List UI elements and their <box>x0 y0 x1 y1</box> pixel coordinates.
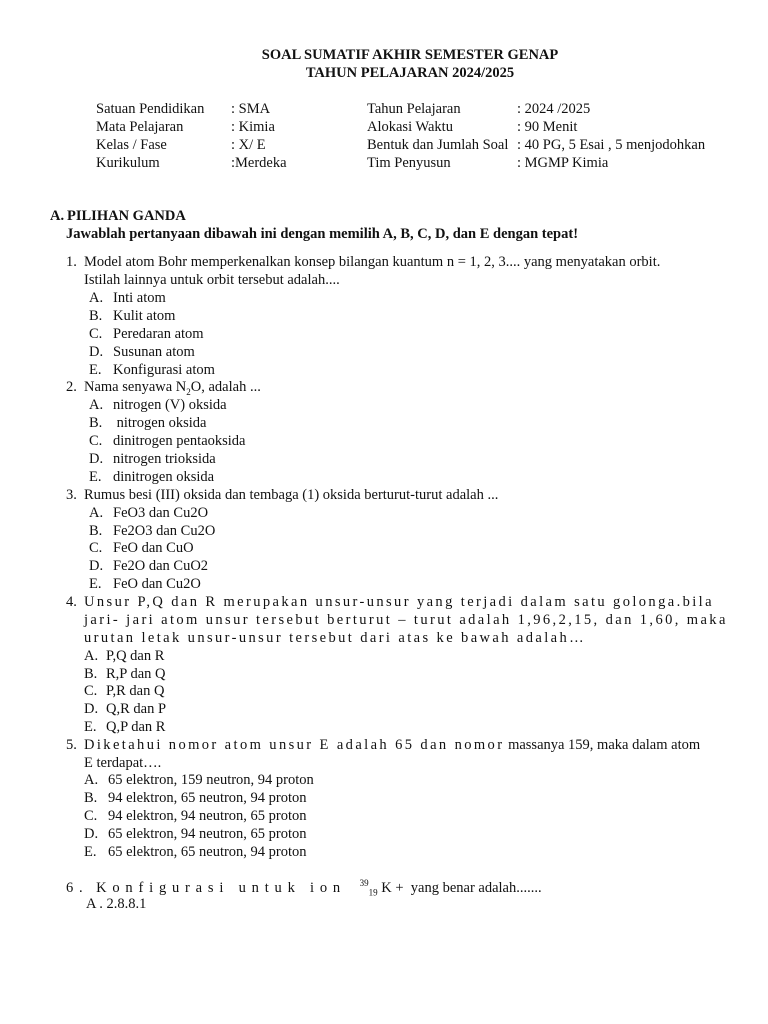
meta-label: Bentuk dan Jumlah Soal <box>367 137 509 153</box>
meta-label: Tim Penyusun <box>367 155 451 171</box>
question-2 <box>66 379 261 397</box>
option-text: Konfigurasi atom <box>113 362 215 378</box>
question-number: 6. <box>66 879 89 896</box>
option-d[interactable] <box>89 344 195 361</box>
option-text: Susunan atom <box>113 344 195 360</box>
option-text: Q,P dan R <box>106 719 166 735</box>
question-text: Konfigurasi untuk ion <box>96 879 346 896</box>
option-b[interactable] <box>89 523 215 540</box>
option-text: 65 elektron, 159 neutron, 94 proton <box>108 772 314 788</box>
document-subtitle: TAHUN PELAJARAN 2024/2025 <box>305 65 515 81</box>
meta-label: Tahun Pelajaran <box>367 101 461 117</box>
question-text-continued: E terdapat…. <box>84 755 162 771</box>
option-b[interactable] <box>84 790 307 807</box>
question-text-continued: urutan letak unsur-unsur tersebut dari atas ke bawah adalah… <box>84 630 587 646</box>
option-c[interactable] <box>89 433 245 450</box>
option-text: FeO3 dan Cu2O <box>113 505 209 521</box>
question-text: Nama senyawa N <box>84 379 187 395</box>
option-letter: D. <box>84 826 99 842</box>
option-text: 94 elektron, 94 neutron, 65 proton <box>108 808 307 824</box>
option-text: FeO dan CuO <box>113 540 194 556</box>
option-text: FeO dan Cu2O <box>113 576 201 592</box>
option-e[interactable] <box>84 719 165 736</box>
option-text: 94 elektron, 65 neutron, 94 proton <box>108 790 307 806</box>
option-letter: E. <box>89 362 102 378</box>
meta-label: Kelas / Fase <box>96 137 167 153</box>
option-letter: A. <box>89 397 104 413</box>
option-e[interactable] <box>89 362 215 379</box>
meta-value: : 40 PG, 5 Esai , 5 menjodohkan <box>517 137 706 153</box>
option-text: dinitrogen oksida <box>113 469 215 485</box>
option-a[interactable] <box>84 648 164 665</box>
option-e[interactable] <box>89 576 201 593</box>
option-d[interactable] <box>84 701 166 718</box>
meta-label: Mata Pelajaran <box>96 119 184 135</box>
option-a[interactable] <box>89 290 166 307</box>
option-text: Kulit atom <box>113 308 176 324</box>
option-text: R,P dan Q <box>106 666 166 682</box>
option-letter: A . <box>86 896 103 912</box>
meta-value: : X/ E <box>231 137 266 153</box>
section-label: A. <box>50 208 65 224</box>
option-letter: D. <box>84 701 99 717</box>
document-title: SOAL SUMATIF AKHIR SEMESTER GENAP <box>261 47 559 63</box>
option-d[interactable] <box>89 451 216 468</box>
option-letter: D. <box>89 558 104 574</box>
option-e[interactable] <box>89 469 214 486</box>
option-text: 65 elektron, 94 neutron, 65 proton <box>108 826 307 842</box>
meta-label: Alokasi Waktu <box>367 119 453 135</box>
meta-value: : 90 Menit <box>517 119 578 135</box>
option-c[interactable] <box>84 808 307 825</box>
option-a[interactable] <box>84 772 314 789</box>
option-letter: E. <box>84 719 97 735</box>
meta-value: : Kimia <box>231 119 275 135</box>
option-letter: B. <box>89 415 103 431</box>
question-number: 1. <box>66 254 77 270</box>
option-letter: B. <box>84 666 98 682</box>
option-text: Inti atom <box>113 290 166 306</box>
option-letter: A. <box>84 772 99 788</box>
option-c[interactable] <box>89 326 204 343</box>
superscript: 39 <box>359 878 369 888</box>
option-text: Fe2O3 dan Cu2O <box>113 523 216 539</box>
option-letter: A. <box>89 505 104 521</box>
question-5 <box>66 737 700 754</box>
option-letter: C. <box>89 326 103 342</box>
meta-value: : 2024 /2025 <box>517 101 591 117</box>
option-text: P,R dan Q <box>106 683 165 699</box>
option-letter: C. <box>89 433 103 449</box>
question-text-end: K + yang benar adalah....... <box>377 879 542 896</box>
subscript: 2 <box>186 386 191 397</box>
question-number: 5. <box>66 737 77 753</box>
option-text: nitrogen trioksida <box>113 451 216 467</box>
option-text: 65 elektron, 65 neutron, 94 proton <box>108 844 307 860</box>
meta-value: : SMA <box>231 101 271 117</box>
option-letter: D. <box>89 451 104 467</box>
option-letter: C. <box>84 808 98 824</box>
question-text: Diketahui nomor atom unsur E adalah 65 dan nomor <box>84 737 505 753</box>
option-letter: B. <box>84 790 98 806</box>
section-instruction: Jawablah pertanyaan dibawah ini dengan memilih A, B, C, D, dan E dengan tepat! <box>66 226 579 242</box>
option-letter: B. <box>89 308 103 324</box>
option-letter: E. <box>84 844 97 860</box>
question-number: 4. <box>66 594 77 610</box>
option-a[interactable] <box>86 896 146 913</box>
option-c[interactable] <box>89 540 194 557</box>
meta-label: Satuan Pendidikan <box>96 101 205 117</box>
option-a[interactable] <box>89 505 208 522</box>
question-text-end: O, adalah ... <box>190 379 261 395</box>
option-b[interactable] <box>89 308 175 325</box>
option-text: dinitrogen pentaoksida <box>113 433 246 449</box>
question-text: Model atom Bohr memperkenalkan konsep bilangan kuantum n = 1, 2, 3.... yang menyatakan orbit. <box>84 254 661 270</box>
option-text: 2.8.8.1 <box>106 896 147 912</box>
section-title: PILIHAN GANDA <box>67 208 186 224</box>
option-c[interactable] <box>84 683 164 700</box>
question-1 <box>66 254 660 271</box>
option-b[interactable] <box>84 666 165 683</box>
subscript: 19 <box>368 887 378 898</box>
option-letter: A. <box>89 290 104 306</box>
question-text: Unsur P,Q dan R merupakan unsur-unsur yang terjadi dalam satu golonga.bila <box>84 594 714 610</box>
meta-value: :Merdeka <box>231 155 287 171</box>
option-a[interactable] <box>89 397 227 414</box>
question-text: Rumus besi (III) oksida dan tembaga (1) oksida berturut-turut adalah ... <box>84 487 499 503</box>
option-letter: A. <box>84 648 99 664</box>
meta-label: Kurikulum <box>96 155 160 171</box>
question-text-continued: Istilah lainnya untuk orbit tersebut adalah.... <box>84 272 340 288</box>
option-letter: C. <box>89 540 103 556</box>
option-letter: B. <box>89 523 103 539</box>
option-text: Fe2O dan CuO2 <box>113 558 209 574</box>
option-d[interactable] <box>89 558 208 575</box>
option-text: nitrogen (V) oksida <box>113 397 227 413</box>
option-text: P,Q dan R <box>106 648 165 664</box>
option-d[interactable] <box>84 826 307 843</box>
question-6 <box>66 878 542 898</box>
question-number: 3. <box>66 487 77 503</box>
option-text: Peredaran atom <box>113 326 204 342</box>
meta-value: : MGMP Kimia <box>517 155 609 171</box>
question-number: 2. <box>66 379 77 395</box>
option-b[interactable] <box>89 415 206 432</box>
option-letter: C. <box>84 683 98 699</box>
option-letter: D. <box>89 344 104 360</box>
option-letter: E. <box>89 576 102 592</box>
option-e[interactable] <box>84 844 307 861</box>
question-4 <box>66 594 714 611</box>
question-text-end: massanya 159, maka dalam atom <box>504 737 701 753</box>
question-text-continued: jari- jari atom unsur tersebut berturut – turut adalah 1,96,2,15, dan 1,60, maka <box>84 612 728 628</box>
option-letter: E. <box>89 469 102 485</box>
option-text: nitrogen oksida <box>113 415 207 431</box>
question-3 <box>66 487 498 504</box>
option-text: Q,R dan P <box>106 701 167 717</box>
